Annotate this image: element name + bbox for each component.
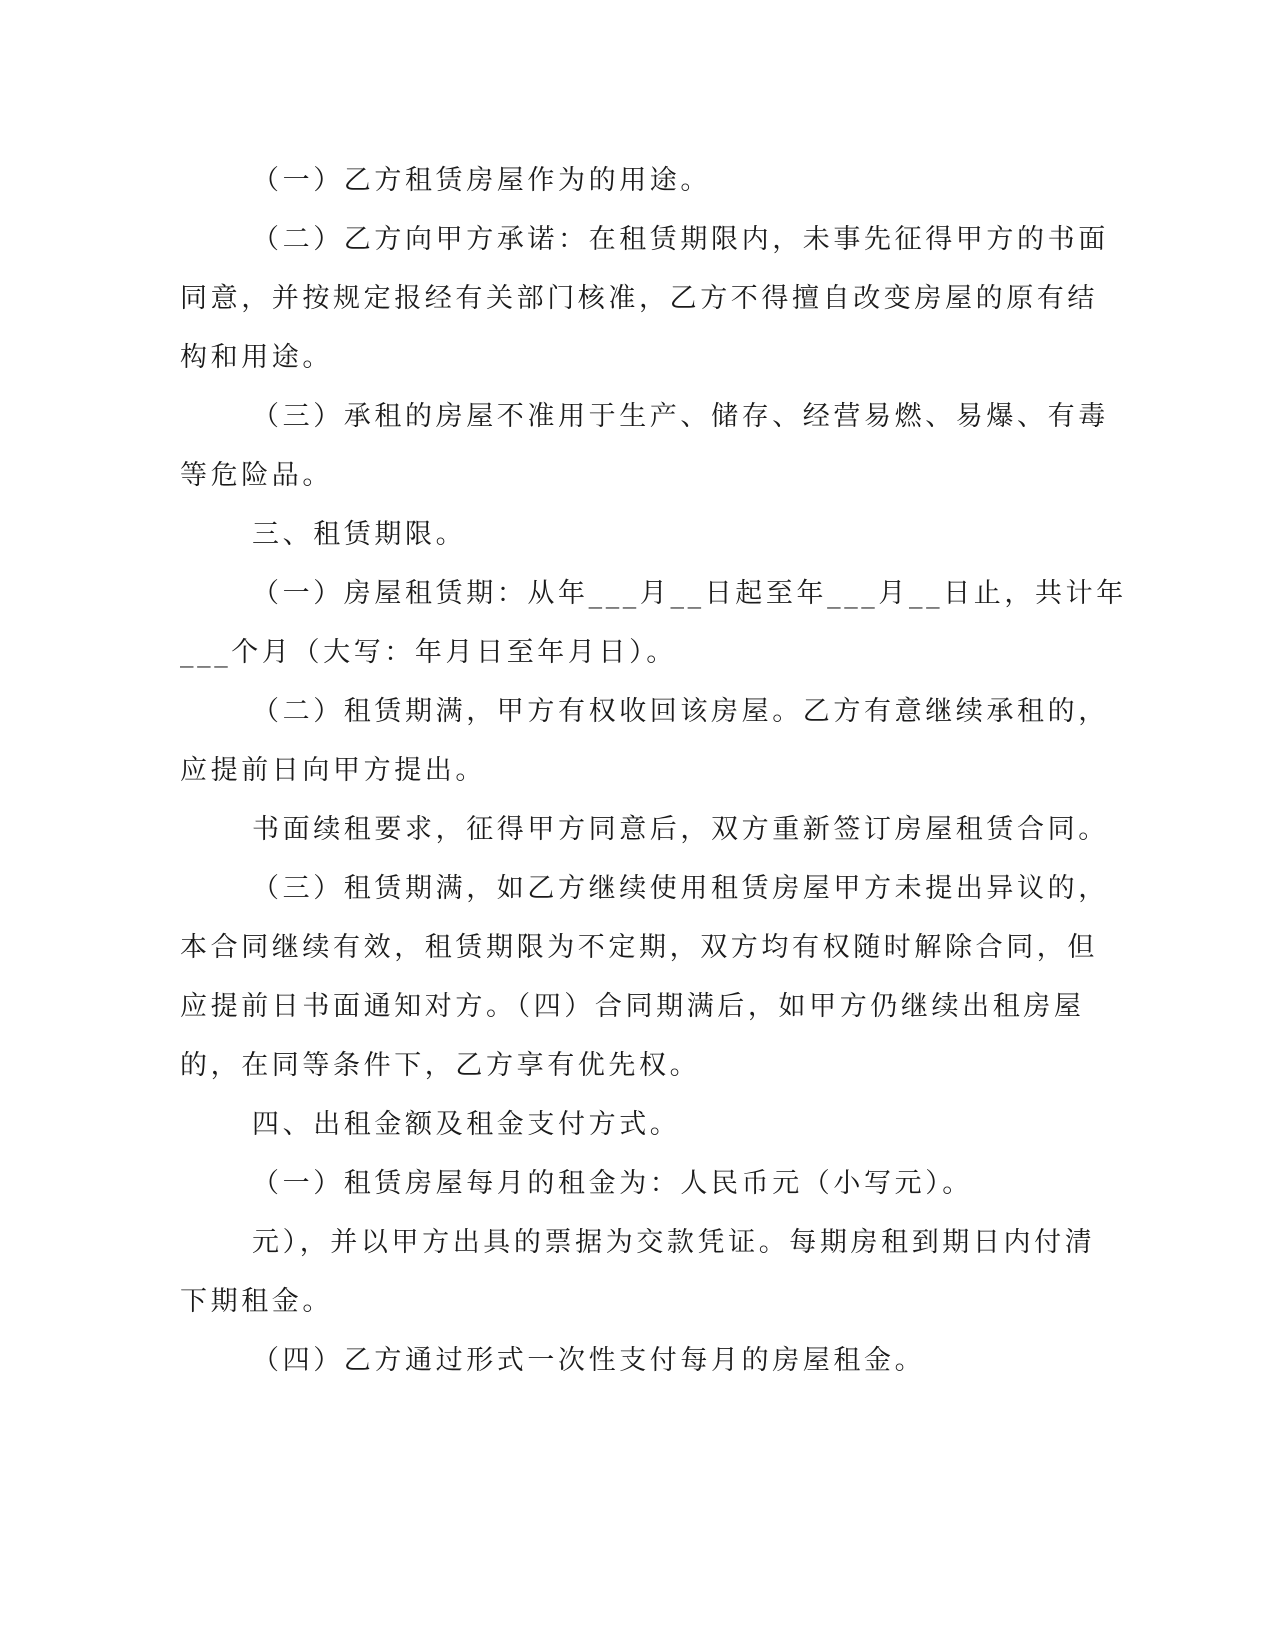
text-line: 的，在同等条件下，乙方享有优先权。: [180, 1050, 701, 1081]
text-line: （一）乙方租赁房屋作为的用途。: [252, 165, 711, 196]
text-line: 应提前日书面通知对方。（四）合同期满后，如甲方仍继续出租房屋: [180, 991, 1085, 1022]
section-heading: 四、出租金额及租金支付方式。: [252, 1109, 681, 1140]
text-line: （三）租赁期满，如乙方继续使用租赁房屋甲方未提出异议的，: [252, 873, 1109, 904]
text-line: 应提前日向甲方提出。: [180, 755, 486, 786]
text-line: （一）租赁房屋每月的租金为：人民币元（小写元）。: [252, 1168, 973, 1199]
text-line: （一）房屋租赁期：从年___月__日起至年___月__日止，共计年: [252, 578, 1127, 609]
text-line: 本合同继续有效，租赁期限为不定期，双方均有权随时解除合同，但: [180, 932, 1098, 963]
text-line: ___个月（大写：年月日至年月日）。: [180, 637, 677, 668]
text-line: （四）乙方通过形式一次性支付每月的房屋租金。: [252, 1345, 926, 1376]
text-line: 构和用途。: [180, 342, 333, 373]
text-line: 下期租金。: [180, 1286, 333, 1317]
section-heading: 三、租赁期限。: [252, 519, 467, 550]
text-line: 等危险品。: [180, 460, 333, 491]
text-line: 书面续租要求，征得甲方同意后，双方重新签订房屋租赁合同。: [252, 814, 1109, 845]
text-line: （二）乙方向甲方承诺：在租赁期限内，未事先征得甲方的书面: [252, 224, 1109, 255]
text-line: （二）租赁期满，甲方有权收回该房屋。乙方有意继续承租的，: [252, 696, 1109, 727]
text-line: 元），并以甲方出具的票据为交款凭证。每期房租到期日内付清: [252, 1227, 1096, 1258]
text-line: 同意，并按规定报经有关部门核准，乙方不得擅自改变房屋的原有结: [180, 283, 1098, 314]
text-line: （三）承租的房屋不准用于生产、储存、经营易燃、易爆、有毒: [252, 401, 1109, 432]
